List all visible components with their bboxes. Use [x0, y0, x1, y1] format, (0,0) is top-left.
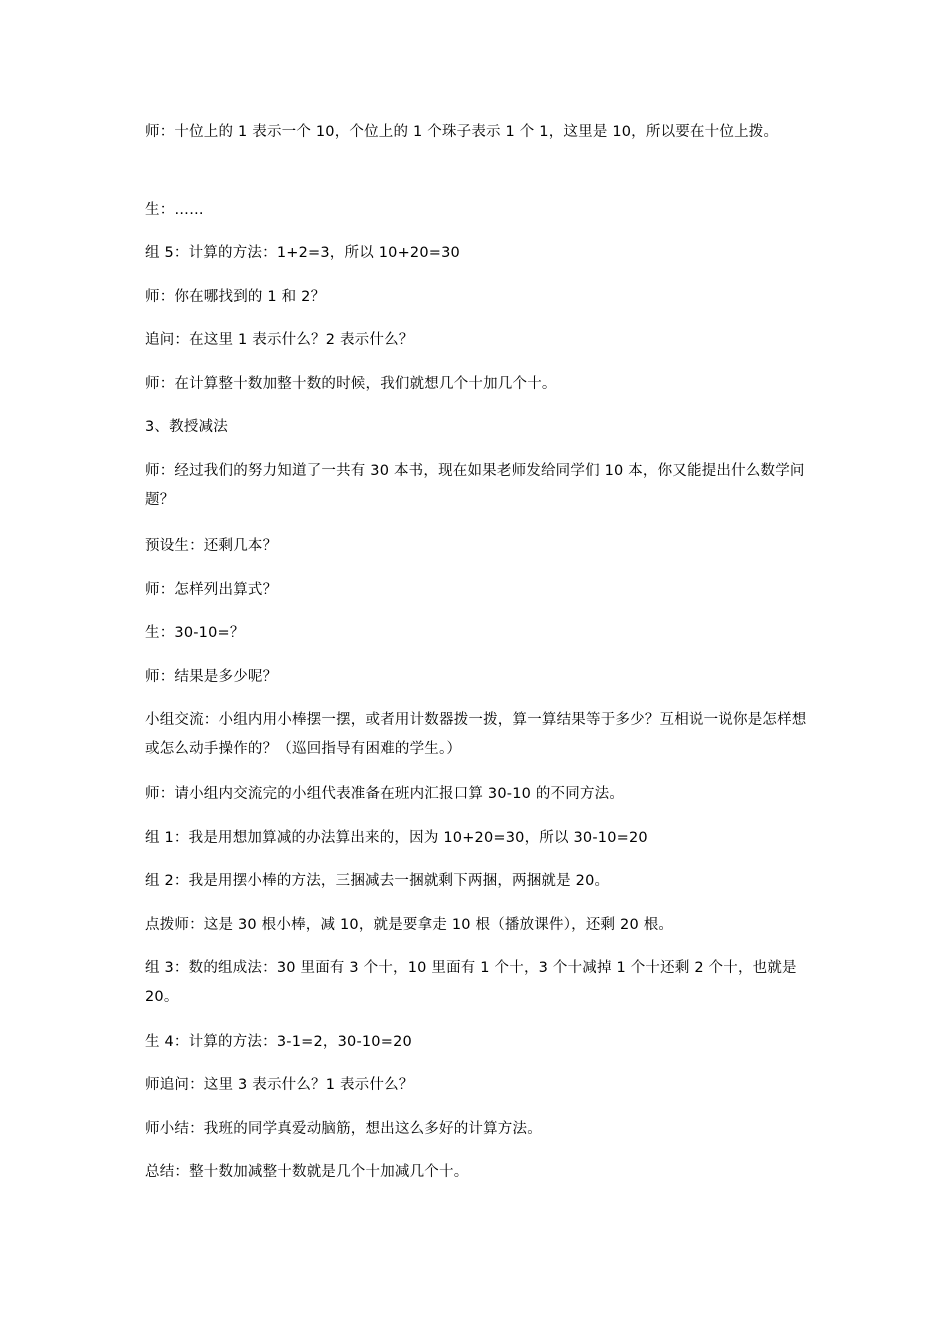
paragraph: 组 3：数的组成法：30 里面有 3 个十，10 里面有 1 个十，3 个十减掉 1 个十还剩 2 个十，也就是 20。	[145, 960, 797, 1005]
paragraph: 预设生：还剩几本？	[145, 538, 278, 554]
paragraph: 追问：在这里 1 表示什么？2 表示什么？	[145, 332, 414, 348]
paragraph: 点拨师：这是 30 根小棒，减 10，就是要拿走 10 根（播放课件），还剩 20 根。	[145, 917, 674, 933]
paragraph: 师追问：这里 3 表示什么？1 表示什么？	[145, 1077, 414, 1093]
paragraph: 师：怎样列出算式？	[145, 582, 278, 598]
paragraph: 师：在计算整十数加整十数的时候，我们就想几个十加几个十。	[145, 376, 557, 392]
paragraph: 总结：整十数加减整十数就是几个十加减几个十。	[145, 1164, 469, 1180]
paragraph: 组 2：我是用摆小棒的方法，三捆减去一捆就剩下两捆，两捆就是 20。	[145, 873, 610, 889]
paragraph: 师：请小组内交流完的小组代表准备在班内汇报口算 30-10 的不同方法。	[145, 786, 625, 802]
section-heading: 3、教授减法	[145, 419, 228, 435]
paragraph: 组 5：计算的方法：1+2=3，所以 10+20=30	[145, 245, 460, 261]
paragraph: 师：你在哪找到的 1 和 2？	[145, 289, 326, 305]
paragraph: 组 1：我是用想加算减的办法算出来的，因为 10+20=30，所以 30-10=20	[145, 830, 648, 846]
paragraph: 生 4：计算的方法：3-1=2，30-10=20	[145, 1034, 412, 1050]
paragraph: 师小结：我班的同学真爱动脑筋，想出这么多好的计算方法。	[145, 1121, 542, 1137]
paragraph: 师：经过我们的努力知道了一共有 30 本书，现在如果老师发给同学们 10 本，你又能提出什么数学问题？	[145, 463, 805, 508]
paragraph: 生：……	[145, 202, 204, 218]
paragraph: 师：十位上的 1 表示一个 10，个位上的 1 个珠子表示 1 个 1，这里是 10，所以要在十位上拨。	[145, 124, 779, 140]
paragraph: 师：结果是多少呢？	[145, 669, 278, 685]
paragraph: 小组交流：小组内用小棒摆一摆，或者用计数器拨一拨，算一算结果等于多少？互相说一说你是怎样想或怎么动手操作的？（巡回指导有困难的学生。）	[145, 712, 807, 757]
paragraph: 生：30-10=？	[145, 625, 245, 641]
